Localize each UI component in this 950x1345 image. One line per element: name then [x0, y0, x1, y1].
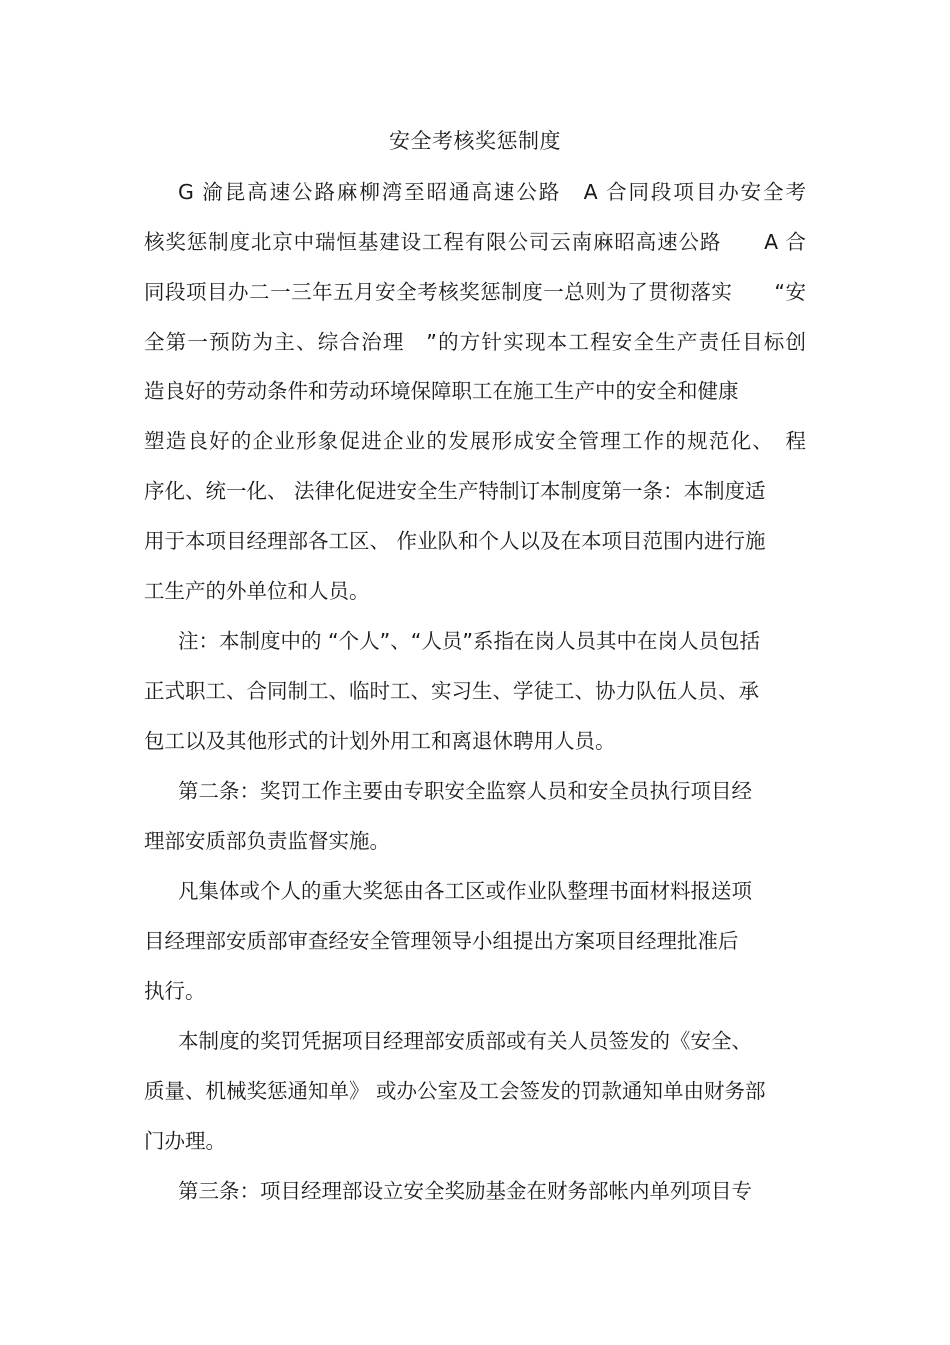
- text-line: 序化、统一化、 法律化促进安全生产特制订本制度第一条：本制度适: [144, 479, 766, 503]
- text-line: 第二条：奖罚工作主要由专职安全监察人员和安全员执行项目经: [178, 779, 752, 803]
- text-line: 全第一预防为主、综合治理 ”的方针实现本工程安全生产责任目标创: [144, 330, 806, 354]
- text-line: 同段项目办二一三年五月安全考核奖惩制度一总则为了贯彻落实 “安: [144, 280, 806, 304]
- text-line: 执行。: [144, 979, 206, 1003]
- text-line: 塑造良好的企业形象促进企业的发展形成安全管理工作的规范化、 程: [144, 429, 806, 453]
- text-line: 理部安质部负责监督实施。: [144, 829, 390, 853]
- document-title: 安全考核奖惩制度: [389, 129, 561, 153]
- text-line: 质量、机械奖惩通知单》 或办公室及工会签发的罚款通知单由财务部: [144, 1079, 766, 1103]
- text-line: 目经理部安质部审查经安全管理领导小组提出方案项目经理批准后: [144, 929, 739, 953]
- text-line: 凡集体或个人的重大奖惩由各工区或作业队整理书面材料报送项: [178, 879, 752, 903]
- text-line: 门办理。: [144, 1129, 226, 1153]
- text-line: 第三条：项目经理部设立安全奖励基金在财务部帐内单列项目专: [178, 1179, 752, 1203]
- text-line: 正式职工、合同制工、临时工、实习生、学徒工、协力队伍人员、承: [144, 679, 759, 703]
- text-line: 造良好的劳动条件和劳动环境保障职工在施工生产中的安全和健康: [144, 379, 739, 403]
- text-line: 注：本制度中的 “个人”、“人员”系指在岗人员其中在岗人员包括: [178, 629, 760, 653]
- text-line: 本制度的奖罚凭据项目经理部安质部或有关人员签发的《安全、: [178, 1029, 752, 1053]
- text-line: 用于本项目经理部各工区、 作业队和个人以及在本项目范围内进行施: [144, 529, 766, 553]
- text-line: G 渝昆高速公路麻柳湾至昭通高速公路 A 合同段项目办安全考: [178, 180, 806, 204]
- text-line: 核奖惩制度北京中瑞恒基建设工程有限公司云南麻昭高速公路 A 合: [144, 230, 806, 254]
- text-line: 工生产的外单位和人员。: [144, 579, 370, 603]
- text-line: 包工以及其他形式的计划外用工和离退休聘用人员。: [144, 729, 616, 753]
